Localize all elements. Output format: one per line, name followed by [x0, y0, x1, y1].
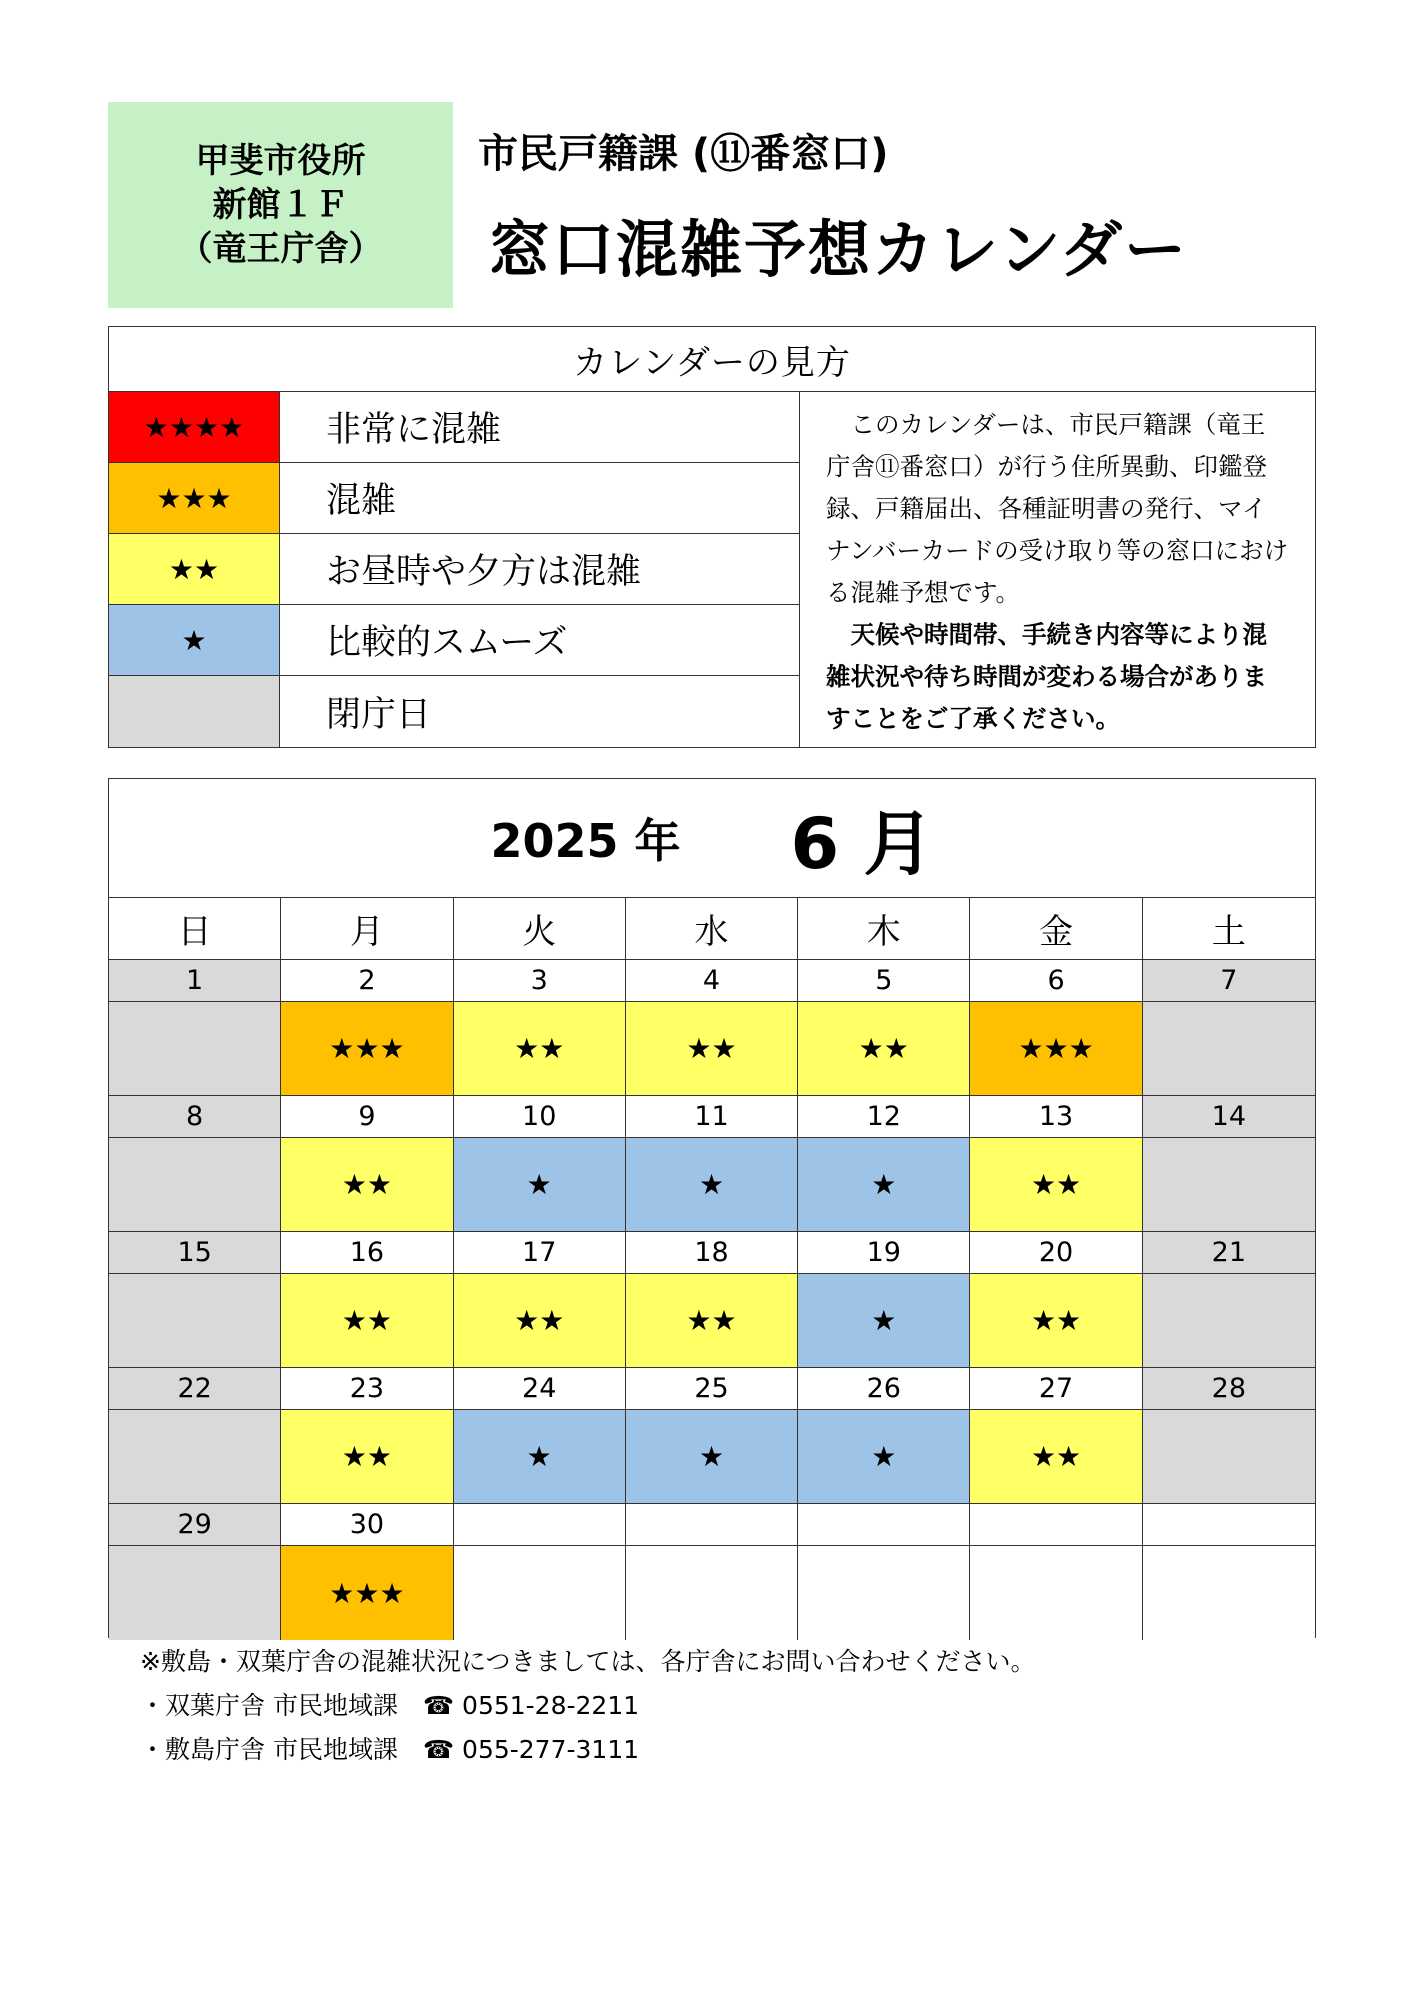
day-number: 15	[109, 1232, 281, 1274]
day-number: 6	[970, 960, 1142, 1002]
day-congestion	[454, 1546, 626, 1640]
day-congestion	[109, 1138, 281, 1232]
weekday-header: 火	[454, 898, 626, 960]
day-congestion	[109, 1274, 281, 1368]
legend-swatch: ★★★★	[109, 392, 280, 462]
weekday-header: 水	[626, 898, 798, 960]
day-congestion: ★	[454, 1410, 626, 1504]
day-number: 4	[626, 960, 798, 1002]
weekday-header: 月	[281, 898, 453, 960]
day-number: 27	[970, 1368, 1142, 1410]
day-congestion: ★★	[970, 1138, 1142, 1232]
day-congestion: ★	[626, 1410, 798, 1504]
day-congestion: ★	[798, 1410, 970, 1504]
weekday-header: 日	[109, 898, 281, 960]
day-congestion: ★★	[281, 1410, 453, 1504]
day-congestion: ★★	[626, 1274, 798, 1368]
calendar-header	[109, 779, 1315, 898]
day-congestion	[1143, 1546, 1315, 1640]
weekday-header: 金	[970, 898, 1142, 960]
day-congestion: ★★	[798, 1002, 970, 1096]
page-title: 窓口混雑予想カレンダー	[488, 213, 1188, 286]
calendar-month: 6 月	[790, 802, 934, 885]
legend-label: 混雑	[326, 481, 397, 521]
legend-swatch	[109, 676, 280, 747]
day-number: 28	[1143, 1368, 1315, 1410]
department-subtitle: 市民戸籍課 (⑪番窓口)	[478, 131, 889, 177]
day-congestion: ★	[798, 1274, 970, 1368]
day-number: 16	[281, 1232, 453, 1274]
day-number: 1	[109, 960, 281, 1002]
day-number: 5	[798, 960, 970, 1002]
day-number	[454, 1504, 626, 1546]
day-congestion: ★★	[970, 1274, 1142, 1368]
legend-items	[109, 392, 800, 747]
location-line: （竜王庁舎）	[178, 229, 383, 269]
day-congestion	[1143, 1138, 1315, 1232]
day-number	[1143, 1504, 1315, 1546]
day-congestion: ★★	[281, 1138, 453, 1232]
legend-note	[800, 392, 1315, 747]
legend-note-text: このカレンダーは、市民戸籍課（竜王庁舎⑪番窓口）が行う住所異動、印鑑登録、戸籍届出、各種証明書の発行、マイナンバーカードの受け取り等の窓口における混雑予想です。	[826, 410, 1289, 607]
day-number: 7	[1143, 960, 1315, 1002]
location-line: 新館１Ｆ	[212, 185, 349, 225]
day-number: 11	[626, 1096, 798, 1138]
legend-label: 閉庁日	[326, 694, 432, 735]
location-line: 甲斐市役所	[195, 141, 366, 181]
legend-row	[109, 463, 799, 534]
legend-row	[109, 392, 799, 463]
day-number: 14	[1143, 1096, 1315, 1138]
day-congestion: ★★	[626, 1002, 798, 1096]
day-number: 9	[281, 1096, 453, 1138]
legend-label: 非常に混雑	[326, 410, 502, 450]
legend-label: お昼時や夕方は混雑	[326, 552, 642, 592]
day-number	[626, 1504, 798, 1546]
day-number: 2	[281, 960, 453, 1002]
day-congestion: ★	[798, 1138, 970, 1232]
legend-heading: カレンダーの見方	[109, 327, 1315, 392]
legend-swatch: ★	[109, 605, 280, 675]
day-number: 13	[970, 1096, 1142, 1138]
day-congestion: ★	[626, 1138, 798, 1232]
footer-note: ※敷島・双葉庁舎の混雑状況につきましては、各庁舎にお問い合わせください。	[140, 1647, 1036, 1676]
location-box	[108, 102, 453, 308]
day-number: 23	[281, 1368, 453, 1410]
day-number: 3	[454, 960, 626, 1002]
legend-swatch: ★★★	[109, 463, 280, 533]
day-congestion	[1143, 1002, 1315, 1096]
day-number: 18	[626, 1232, 798, 1274]
calendar-grid	[109, 898, 1315, 1640]
day-congestion: ★★	[454, 1002, 626, 1096]
legend-label: 比較的スムーズ	[326, 623, 568, 663]
legend-row	[109, 676, 799, 747]
weekday-header: 木	[798, 898, 970, 960]
day-congestion	[109, 1410, 281, 1504]
day-number: 29	[109, 1504, 281, 1546]
day-congestion: ★★★	[970, 1002, 1142, 1096]
day-number	[970, 1504, 1142, 1546]
day-number: 17	[454, 1232, 626, 1274]
weekday-header: 土	[1143, 898, 1315, 960]
day-congestion: ★★	[970, 1410, 1142, 1504]
day-congestion	[626, 1546, 798, 1640]
footer-contact: ・敷島庁舎 市民地域課 ☎ 055-277-3111	[140, 1735, 640, 1764]
day-congestion: ★	[454, 1138, 626, 1232]
day-congestion	[109, 1002, 281, 1096]
calendar	[108, 778, 1316, 1638]
day-number: 22	[109, 1368, 281, 1410]
day-number: 10	[454, 1096, 626, 1138]
day-congestion: ★★★	[281, 1002, 453, 1096]
day-number	[798, 1504, 970, 1546]
legend-row	[109, 605, 799, 676]
day-number: 21	[1143, 1232, 1315, 1274]
day-number: 12	[798, 1096, 970, 1138]
day-number: 26	[798, 1368, 970, 1410]
legend-swatch: ★★	[109, 534, 280, 604]
day-congestion	[970, 1546, 1142, 1640]
day-congestion: ★★	[281, 1274, 453, 1368]
day-congestion: ★★★	[281, 1546, 453, 1640]
day-congestion	[798, 1546, 970, 1640]
day-number: 30	[281, 1504, 453, 1546]
day-congestion	[1143, 1410, 1315, 1504]
day-number: 24	[454, 1368, 626, 1410]
day-number: 20	[970, 1232, 1142, 1274]
day-congestion	[1143, 1274, 1315, 1368]
legend-row	[109, 534, 799, 605]
day-congestion: ★★	[454, 1274, 626, 1368]
calendar-year: 2025 年	[490, 814, 681, 868]
day-number: 25	[626, 1368, 798, 1410]
legend	[108, 326, 1316, 748]
footer-contact: ・双葉庁舎 市民地域課 ☎ 0551-28-2211	[140, 1691, 640, 1720]
day-number: 19	[798, 1232, 970, 1274]
day-congestion	[109, 1546, 281, 1640]
day-number: 8	[109, 1096, 281, 1138]
legend-note-disclaimer: 天候や時間帯、手続き内容等により混雑状況や待ち時間が変わる場合がありますことをご了承ください。	[826, 620, 1267, 733]
